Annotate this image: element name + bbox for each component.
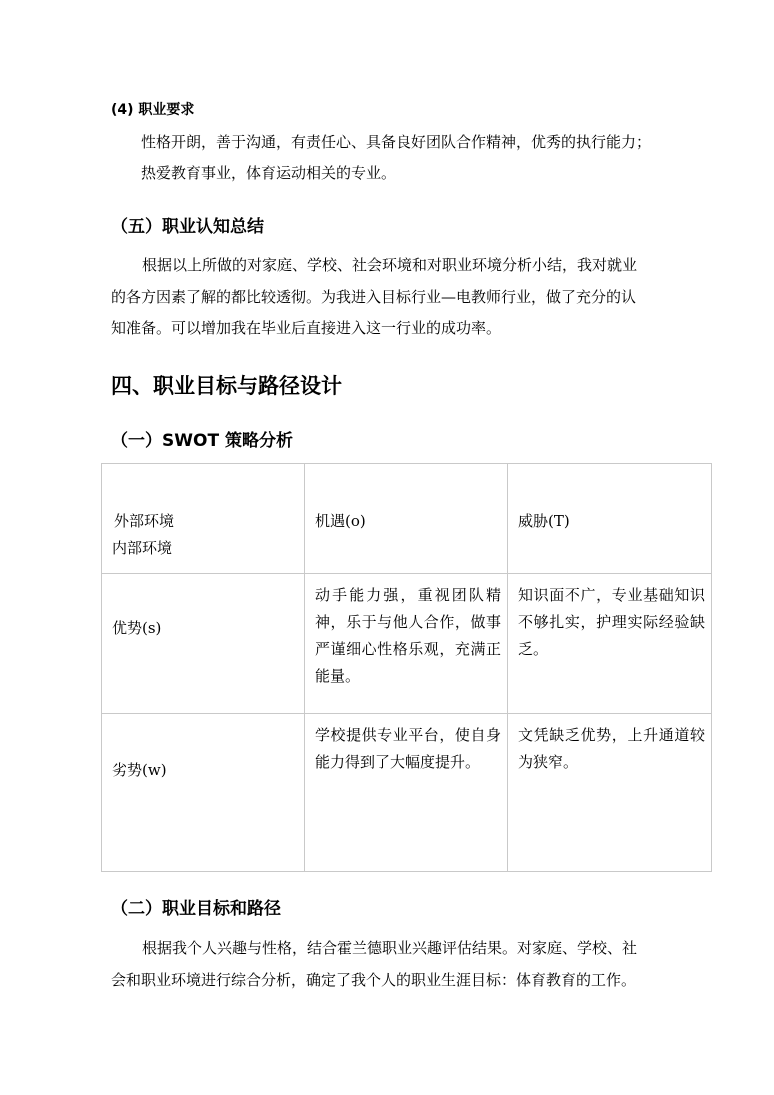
swot-analysis-heading: （一）SWOT 策略分析	[111, 431, 293, 451]
weakness-opportunity-cell	[305, 714, 508, 872]
career-goal-heading: （二）职业目标和路径	[111, 899, 281, 919]
threat-header-cell	[508, 464, 712, 574]
opportunity-header-cell	[305, 464, 508, 574]
strength-row-header-cell	[102, 574, 305, 714]
career-requirements-line-2: 热爱教育事业，体育运动相关的专业。	[141, 164, 397, 182]
swot-header-row	[102, 464, 712, 574]
swot-strength-row	[102, 574, 712, 714]
career-cognition-summary-heading: （五）职业认知总结	[111, 217, 264, 237]
weakness-threat-text: 文凭缺乏优势，上升通道较为狭窄。	[518, 726, 705, 771]
strength-opportunity-text: 动手能力强，重视团队精神，乐于与他人合作，做事严谨细心性格乐观，充满正能量。	[315, 586, 501, 685]
chapter-4-heading: 四、职业目标与路径设计	[111, 373, 342, 398]
swot-weakness-row	[102, 714, 712, 872]
career-requirements-line-1: 性格开朗，善于沟通，有责任心、具备良好团队合作精神，优秀的执行能力；	[141, 133, 652, 151]
strength-threat-text: 知识面不广，专业基础知识不够扎实，护理实际经验缺乏。	[518, 586, 705, 658]
summary-line-1: 根据以上所做的对家庭、学校、社会环境和对职业环境分析小结，我对就业	[142, 256, 638, 274]
strength-row-label: 优势(s)	[112, 619, 162, 637]
summary-line-2: 的各方因素了解的都比较透彻。为我进入目标行业—电教师行业，做了充分的认	[111, 288, 637, 306]
goal-line-2: 会和职业环境进行综合分析，确定了我个人的职业生涯目标：体育教育的工作。	[111, 971, 637, 989]
opportunity-header-label: 机遇(o)	[315, 512, 366, 530]
weakness-row-label: 劣势(w)	[112, 761, 167, 779]
strength-opportunity-cell	[305, 574, 508, 714]
goal-line-1: 根据我个人兴趣与性格，结合霍兰德职业兴趣评估结果。对家庭、学校、社	[142, 939, 638, 957]
strength-threat-cell	[508, 574, 712, 714]
career-requirements-heading: (4) 职业要求	[111, 102, 195, 118]
weakness-threat-cell	[508, 714, 712, 872]
corner-external-label: 外部环境	[114, 512, 175, 530]
weakness-row-header-cell	[102, 714, 305, 872]
swot-corner-cell	[102, 464, 305, 574]
corner-internal-label: 内部环境	[112, 539, 173, 557]
swot-table	[101, 463, 712, 872]
weakness-opportunity-text: 学校提供专业平台，使自身能力得到了大幅度提升。	[315, 726, 501, 771]
threat-header-label: 威胁(T)	[518, 512, 570, 530]
summary-line-3: 知准备。可以增加我在毕业后直接进入这一行业的成功率。	[111, 319, 502, 337]
